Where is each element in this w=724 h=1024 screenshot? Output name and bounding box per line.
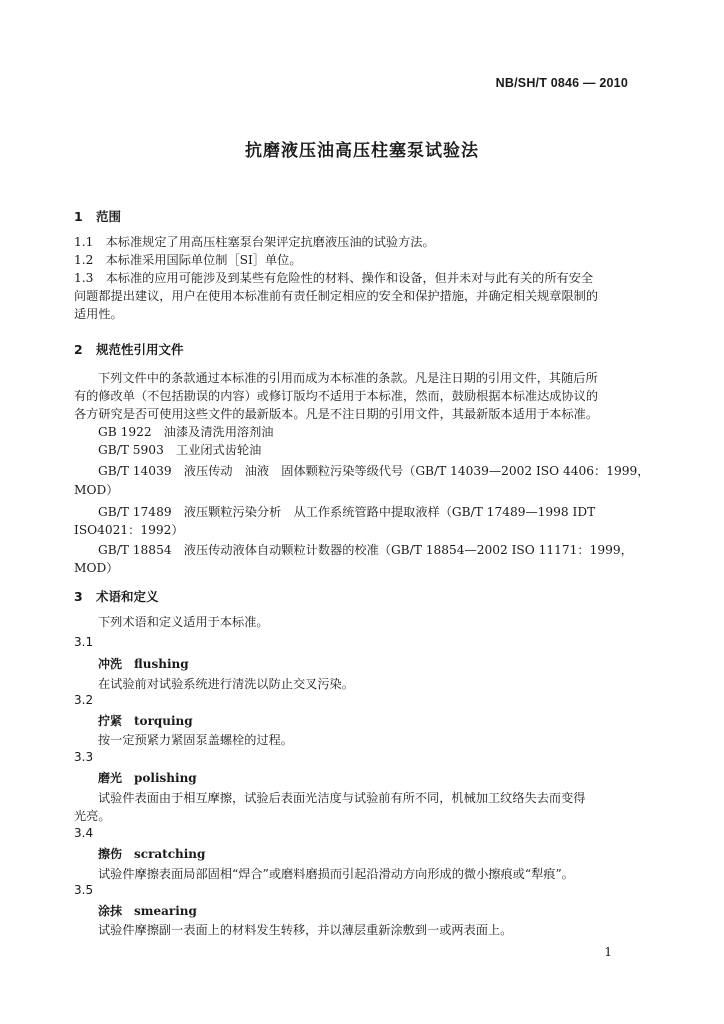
section-1-heading xyxy=(74,207,121,225)
term-3-3-definition-line2: 光亮。 xyxy=(74,809,111,823)
term-3-3-zh: 磨光 xyxy=(98,771,123,785)
reference-gb17489-line1: GB/T 17489 液压颗粒污染分析 从工作系统管路中提取液样（GB/T 17489—1998 IDT xyxy=(98,505,596,519)
section-3-number: 3 xyxy=(74,589,83,604)
term-3-2-definition: 按一定预紧力紧固泵盖螺栓的过程。 xyxy=(98,733,293,747)
term-3-3-definition-line1: 试验件表面由于相互摩擦，试验后表面光洁度与试验前有所不同，机械加工纹络失去而变得 xyxy=(98,791,586,805)
references-intro-line3: 各方研究是否可使用这些文件的最新版本。凡是不注日期的引用文件，其最新版本适用于本标准。 xyxy=(74,407,599,421)
clause-1-3-line2: 问题都提出建议，用户在使用本标准前有责任制定相应的安全和保护措施，并确定相关规章限制的 xyxy=(74,289,599,303)
term-3-1-en: flushing xyxy=(134,657,189,671)
section-3-title: 术语和定义 xyxy=(96,589,159,604)
section-1-number: 1 xyxy=(74,209,83,224)
term-3-1-number: 3.1 xyxy=(74,635,94,649)
term-3-4-en: scratching xyxy=(134,847,206,861)
section-2-title: 规范性引用文件 xyxy=(96,342,184,357)
term-3-4-zh: 擦伤 xyxy=(98,847,123,861)
term-3-1-title xyxy=(98,655,189,672)
reference-gb18854-line2: MOD） xyxy=(74,561,119,575)
section-2-heading xyxy=(74,340,184,358)
clause-1-3-line3: 适用性。 xyxy=(74,307,123,321)
clause-1-3-line1: 1.3 本标准的应用可能涉及到某些有危险性的材料、操作和设备，但并未对与此有关的所有安全 xyxy=(74,271,594,285)
reference-gb5903: GB/T 5903 工业闭式齿轮油 xyxy=(98,443,262,457)
standard-number: NB/SH/T 0846 — 2010 xyxy=(495,76,628,90)
terms-intro: 下列术语和定义适用于本标准。 xyxy=(98,615,269,629)
term-3-4-title xyxy=(98,845,205,862)
clause-1-1: 1.1 本标准规定了用高压柱塞泵台架评定抗磨液压油的试验方法。 xyxy=(74,235,435,249)
section-1-title: 范围 xyxy=(96,209,122,224)
term-3-5-zh: 涂抹 xyxy=(98,904,123,918)
section-2-number: 2 xyxy=(74,342,83,357)
term-3-1-definition: 在试验前对试验系统进行清洗以防止交叉污染。 xyxy=(98,677,354,691)
term-3-3-title xyxy=(98,769,197,786)
term-3-5-en: smearing xyxy=(134,904,197,918)
reference-gb1922: GB 1922 油漆及清洗用溶剂油 xyxy=(98,425,274,439)
references-intro-line1: 下列文件中的条款通过本标准的引用而成为本标准的条款。凡是注日期的引用文件，其随后所 xyxy=(98,371,598,385)
term-3-3-number: 3.3 xyxy=(74,750,94,764)
document-title: 抗磨液压油高压柱塞泵试验法 xyxy=(245,141,479,161)
reference-gb14039-line1: GB/T 14039 液压传动 油液 固体颗粒污染等级代号（GB/T 14039—2002 ISO 4406：1999， xyxy=(98,464,650,478)
term-3-4-number: 3.4 xyxy=(74,826,94,840)
section-3-heading xyxy=(74,587,159,605)
term-3-2-number: 3.2 xyxy=(74,693,94,707)
term-3-5-definition: 试验件摩擦副一表面上的材料发生转移，并以薄层重新涂敷到一或两表面上。 xyxy=(98,923,513,937)
page-number: 1 xyxy=(604,945,612,959)
term-3-5-title xyxy=(98,902,197,919)
reference-gb18854-line1: GB/T 18854 液压传动液体自动颗粒计数器的校准（GB/T 18854—2002 ISO 11171：1999， xyxy=(98,543,633,557)
clause-1-2: 1.2 本标准采用国际单位制［SI］单位。 xyxy=(74,253,302,267)
term-3-1-zh: 冲洗 xyxy=(98,657,123,671)
term-3-2-zh: 拧紧 xyxy=(98,714,123,728)
reference-gb17489-line2: ISO4021：1992） xyxy=(74,523,184,537)
term-3-4-definition: 试验件摩擦表面局部固相“焊合”或磨料磨损而引起沿滑动方向形成的微小擦痕或“犁痕”。 xyxy=(98,867,574,881)
reference-gb14039-line2: MOD） xyxy=(74,483,119,497)
term-3-5-number: 3.5 xyxy=(74,883,94,897)
term-3-2-en: torquing xyxy=(134,714,193,728)
term-3-3-en: polishing xyxy=(134,771,197,785)
term-3-2-title xyxy=(98,712,193,729)
references-intro-line2: 有的修改单（不包括勘误的内容）或修订版均不适用于本标准，然而，鼓励根据本标准达成协议的 xyxy=(74,389,599,403)
